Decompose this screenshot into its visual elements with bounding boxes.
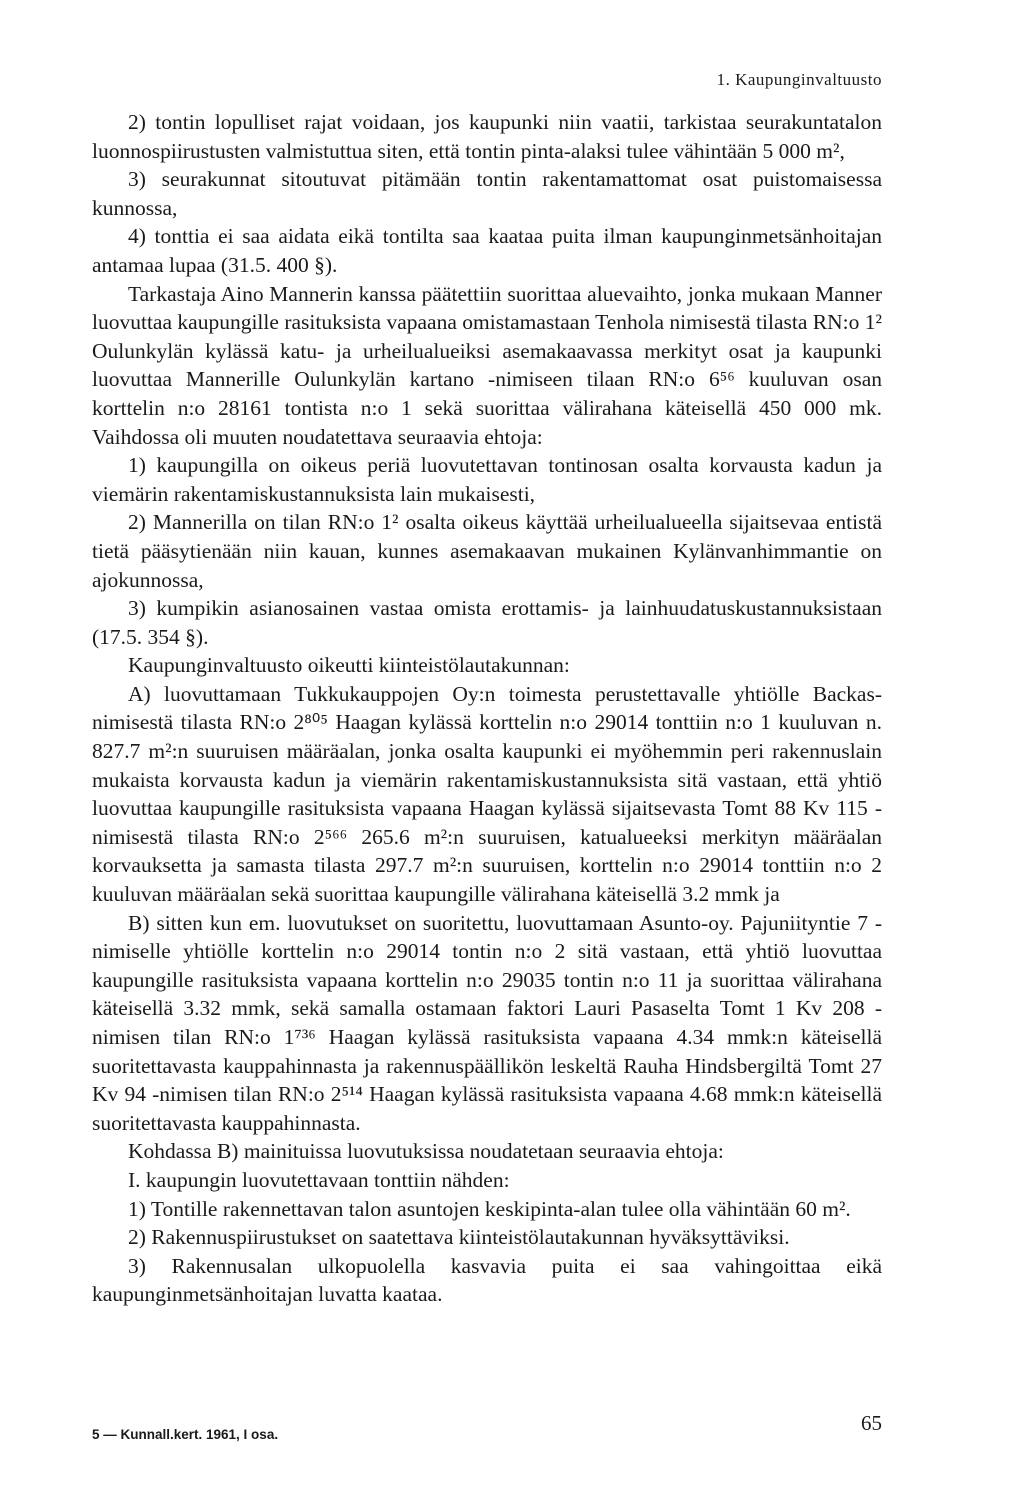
page-number: 65 (861, 1411, 882, 1435)
page-footer (92, 1402, 882, 1442)
paragraph: B) sitten kun em. luovutukset on suoritettu, luovuttamaan Asunto-oy. Pajuniityntie 7 -nimiselle yhtiölle korttelin n:o 29014 tontin n:o 2 sitä vastaan, että yhtiö luovuttaa kaupungille rasituksista vapaana korttelin n:o 29035 tontin n:o 11 ja suorittaa välirahana käteisellä 3.32 mmk, sekä samalla ostamaan faktori Lauri Pasaselta Tomt 1 Kv 208 -nimisen tilan RN:o 1⁷³⁶ Haagan kylässä rasituksista vapaana 4.34 mmk:n käteisellä suoritettavasta kauppahinnasta ja rakennuspäällikön leskeltä Rauha Hindsbergiltä Tomt 27 Kv 94 -nimisen tilan RN:o 2⁵¹⁴ Haagan kylässä rasituksista vapaana 4.68 mmk:n käteisellä suoritettavasta kauppahinnasta. (92, 910, 882, 1135)
body-text (92, 108, 882, 1309)
footer-signature: 5 — Kunnall.kert. 1961, I osa. (92, 1427, 279, 1442)
running-header: 1. Kaupunginvaltuusto (716, 70, 882, 89)
paragraph: A) luovuttamaan Tukkukauppojen Oy:n toimesta perustettavalle yhtiölle Backas-nimisestä tilasta RN:o 2⁸⁰⁵ Haagan kylässä korttelin n:o 29014 tonttiin n:o 1 kuuluvan n. 827.7 m²:n suuruisen määräalan, jonka osalta kaupunki ei myöhemmin peri rakennuslain mukaista korvausta kadun ja viemärin rakentamiskustannuksista sitä vastaan, että yhtiö luovuttaa kaupungille rasituksista vapaana Haagan kylässä sijaitsevasta Tomt 88 Kv 115 -nimisestä tilasta RN:o 2⁵⁶⁶ 265.6 m²:n suuruisen, katualueeksi merkityn määräalan korvauksetta ja samasta tilasta 297.7 m²:n suuruisen, korttelin n:o 29014 tonttiin n:o 2 kuuluvan määräalan sekä suorittaa kaupungille välirahana käteisellä 3.2 mmk ja (92, 681, 882, 907)
paragraph: 2) tontin lopulliset rajat voidaan, jos kaupunki niin vaatii, tarkistaa seurakuntatalon luonnospiirustusten valmistuttua siten, että tontin pinta-alaksi tulee vähintään 5 000 m², (92, 110, 882, 163)
paragraph: 3) Rakennusalan ulkopuolella kasvavia puita ei saa vahingoittaa eikä kaupunginmetsänhoitajan luvatta kaataa. (92, 1253, 882, 1307)
paragraph: 4) tonttia ei saa aidata eikä tontilta saa kaataa puita ilman kaupunginmetsänhoitajan antamaa lupaa (31.5. 400 §). (92, 224, 882, 277)
paragraph: 3) seurakunnat sitoutuvat pitämään tontin rakentamattomat osat puistomaisessa kunnossa, (92, 167, 882, 220)
paragraph: Kohdassa B) mainituissa luovutuksissa noudatetaan seuraavia ehtoja: (128, 1139, 724, 1164)
paragraph: 3) kumpikin asianosainen vastaa omista erottamis- ja lainhuudatuskustannuksistaan (17.5. 354 §). (92, 596, 882, 649)
paragraph: 2) Mannerilla on tilan RN:o 1² osalta oikeus käyttää urheilualueella sijaitsevaa entistä tietä pääsytienään niin kauan, kunnes asemakaavan mukainen Kylänvanhimmantie on ajokunnossa, (92, 510, 882, 592)
document-page (92, 70, 882, 1309)
paragraph: I. kaupungin luovutettavaan tonttiin nähden: (128, 1167, 510, 1192)
paragraph: 1) kaupungilla on oikeus periä luovutettavan tontinosan osalta korvausta kadun ja viemärin rakentamiskustannuksista lain mukaisesti, (92, 453, 882, 506)
paragraph: Tarkastaja Aino Mannerin kanssa päätettiin suorittaa aluevaihto, jonka mukaan Manner luovuttaa kaupungille rasituksista vapaana omistamastaan Tenhola nimisestä tilasta RN:o 1² Oulunkylän kylässä katu- ja urheilualueiksi asemakaavassa merkityt osat ja kaupunki luovuttaa Mannerille Oulunkylän kartano -nimiseen tilaan RN:o 6⁵⁶ kuuluvan osan korttelin n:o 28161 tontista n:o 1 sekä suorittaa välirahana käteisellä 450 000 mk. Vaihdossa oli muuten noudatettava seuraavia ehtoja: (92, 281, 882, 449)
paragraph: Kaupunginvaltuusto oikeutti kiinteistölautakunnan: (128, 653, 570, 678)
paragraph: 2) Rakennuspiirustukset on saatettava kiinteistölautakunnan hyväksyttäviksi. (128, 1225, 790, 1250)
paragraph: 1) Tontille rakennettavan talon asuntojen keskipinta-alan tulee olla vähintään 60 m². (128, 1196, 851, 1221)
